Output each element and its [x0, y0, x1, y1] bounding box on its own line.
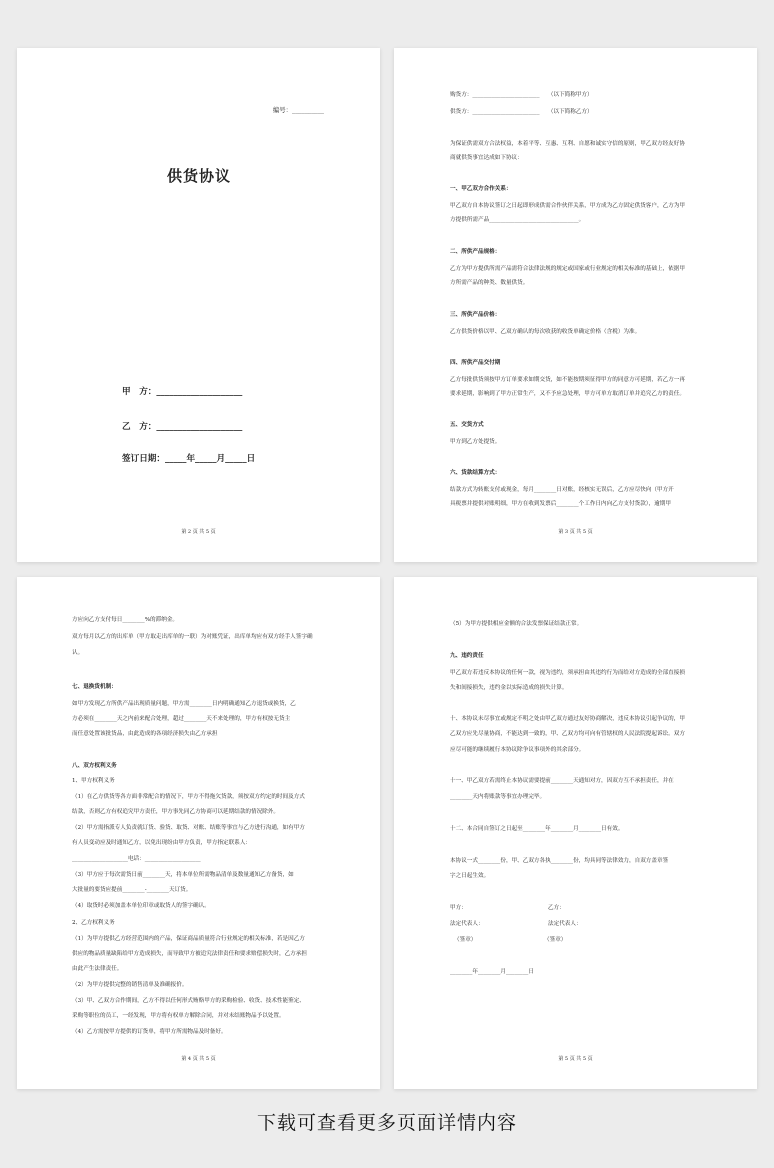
clause-line: 甲乙双方自本协议签订之日起即形成供需合作伙伴关系，甲方成为乙方固定供货客户，乙方为甲 [450, 203, 685, 209]
clause-line: 乙方供货价格以甲、乙双方确认的每次收获的收货单确定价格（含税）为准。 [450, 329, 641, 335]
clause-line: 甲乙双方若违反本协议的任何一款，视为违约，须承担由其违约行为而给对方造成的全部直接损 [450, 670, 685, 676]
clause-line: 方所需产品的种类、数量供货。 [450, 280, 529, 286]
clause-line: 要求延期，影响到了甲方正常生产，又不予应急处理，甲方可单方取消订单并追究乙方的责任。 [450, 391, 685, 397]
section-heading: 八、双方权利义务 [72, 763, 117, 769]
clause-line: 有人员变动应及时通知乙方，以免出现纷由甲方负责，甲方指定联系人： [72, 840, 252, 846]
contract-number: 编号：__________ [272, 106, 324, 114]
legal-rep-a: 法定代表人： [450, 921, 484, 927]
clause-line: 由此产生法律责任。 [72, 966, 123, 972]
clause-line: 而任意处置该批货品，由此造成的各项经济损失由乙方承担 [72, 731, 218, 737]
clause-line: 十一、甲乙双方若需终止本协议需要提前________天通知对方，因双方互不承担责任，并在 [450, 778, 674, 784]
seal-a: （签章） [454, 937, 477, 943]
party-a-line: 甲 方：____________________ [122, 387, 243, 397]
clause-line: 具税票并提供对账明细，甲方在收到发票后________个工作日内向乙方支付货款），逾期甲 [450, 501, 671, 507]
preamble-line: 为保证供需双方合法权益，本着平等、互惠、互利、自愿和诚实守信的原则，甲乙双方经友好协 [450, 141, 685, 147]
clause-line: （3）甲方应于每次需货日前________天，将本单位所需物品清单及数量通知乙方备货，如 [72, 872, 294, 878]
page-footer: 第 3 页 共 5 页 [558, 529, 593, 535]
subsection-heading: 1、甲方权利义务 [72, 778, 115, 784]
clause-line: 方必须在________天之内前来配合处理，超过________天不来处理的，甲方有权按无货主 [72, 716, 291, 722]
clause-line: 乙方为甲方提供所需产品需符合法律法规的规定或国家或行业规定的相关标准的基础上，依据甲 [450, 266, 685, 272]
clause-line: （2）为甲方提供完整的销售清单及准确报价。 [72, 982, 188, 988]
clause-line: ________天内将账款等事宜办理完毕。 [450, 794, 546, 800]
party-b-line: 乙 方：____________________ [122, 422, 243, 432]
clause-line: 乙方每批供货须按甲方订单要求如期交货，如不能按期须征得甲方的同意方可延期，若乙方一再 [450, 377, 685, 383]
clause-line: （3）甲、乙双方合作期间，乙方不得以任何形式贿赂甲方的采购检验、收货、技术性能鉴定、 [72, 998, 305, 1004]
clause-line: 方应向乙方支付每日________%的滞纳金。 [72, 617, 179, 623]
preamble-line: 商就供货事宜达成如下协议： [450, 155, 523, 161]
party-b-sign-label: 乙方： [548, 905, 565, 911]
clause-line: 方提供所需产品________________________________。 [450, 217, 585, 223]
section-heading: 二、所供产品规格： [450, 249, 501, 255]
clause-line: 乙双方应先尽量协商，不能达到一致的，甲、乙双方均可向有管辖权的人民法院提起诉讼。双方 [450, 731, 685, 737]
clause-line: 大批量的要货应提前________-________天订货。 [72, 887, 192, 893]
party-a-sign-label: 甲方： [450, 905, 467, 911]
section-heading: 九、违约责任 [450, 653, 484, 659]
section-heading: 一、甲乙双方合作关系： [450, 186, 512, 192]
clause-line: （5）为甲方提供相应金额的合法发票保证结款正常。 [450, 621, 583, 627]
subsection-heading: 2、乙方权利义务 [72, 920, 115, 926]
section-heading: 七、退换货机制： [72, 684, 117, 690]
page-footer: 第 5 页 共 5 页 [558, 1056, 593, 1062]
supplier-line: 供货方：________________________ （以下简称乙方） [450, 109, 593, 115]
clause-line: （4）取货时必须加盖本单位印章或取货人的签字确认。 [72, 903, 210, 909]
document-page-5 [394, 577, 757, 1089]
clause-line: 失和间接损失，违约金以实际造成的损失计算。 [450, 685, 568, 691]
contact-line: ____________________电话：____________________ [72, 856, 201, 862]
clause-line: （1）在乙方供货等各方面非常配合的情况下，甲方不得拖欠货款，须按双方约定的时间及方式 [72, 794, 305, 800]
sign-date-line: ________年________月________日 [450, 969, 534, 975]
seal-b: （签章） [544, 937, 567, 943]
page-footer: 第 4 页 共 5 页 [181, 1056, 216, 1062]
section-heading: 六、货款结算方式： [450, 470, 501, 476]
clause-line: 本协议一式________份，甲、乙双方各执________份，均具同等法律效力，自双方盖章签 [450, 858, 669, 864]
legal-rep-b: 法定代表人： [548, 921, 582, 927]
document-title: 供货协议 [167, 167, 232, 185]
clause-line: 供应的物品质量缺陷给甲方造成损失，而导致甲方被追究法律责任和要求赔偿损失时，乙方承担 [72, 951, 307, 957]
clause-line: 甲方到乙方处提货。 [450, 439, 501, 445]
clause-line: 双方每月以乙方的出库单（甲方取走出库单的一联）为对账凭证，出库单均应有双方经手人签字确 [72, 634, 313, 640]
buyer-line: 购货方：________________________ （以下简称甲方） [450, 92, 593, 98]
download-caption: 下载可查看更多页面详情内容 [256, 1112, 517, 1134]
clause-line: 字之日起生效。 [450, 873, 490, 879]
clause-line: 采购等职位的员工，一经发现，甲方将有权单方解除合同，并对未结账物品予以处置。 [72, 1013, 285, 1019]
document-page-3 [394, 48, 757, 562]
clause-line: 十、本协议未尽事宜或规定不明之处由甲乙双方通过友好协商解决，违反本协议引起争议的，甲 [450, 716, 685, 722]
clause-line: 应尽可能的继续履行本协议除争议事项外的其余部分。 [450, 747, 585, 753]
section-heading: 五、交货方式 [450, 422, 484, 428]
page-footer: 第 2 页 共 5 页 [181, 529, 216, 535]
clause-line: （2）甲方需指派专人负责就订货、验货、取货、对账、结账等事宜与乙方进行沟通，如有甲方 [72, 825, 305, 831]
clause-line: （4）乙方需按甲方提供的订货单，将甲方所需物品及时备好。 [72, 1029, 227, 1035]
sign-date-line: 签订日期：_____年_____月_____日 [122, 454, 256, 464]
clause-line: 认。 [72, 650, 84, 656]
document-page-4 [17, 577, 380, 1089]
clause-line: 十二、本合同自签订之日起至________年________月________日有效。 [450, 826, 624, 832]
document-page-2 [17, 48, 380, 562]
clause-line: 结款方式为转账支付或现金，每月________日对账，经核实无误后，乙方应尽快向（甲方开 [450, 487, 674, 493]
clause-line: （1）为甲方提供乙方经营范围内的产品，保证商品质量符合行业规定的相关标准，若是因乙方 [72, 936, 305, 942]
clause-line: 结款，否则乙方有权追究甲方责任，甲方事先同乙方协商可以延期结款的情况除外。 [72, 809, 279, 815]
clause-line: 如甲方发现乙方所供产品出现质量问题，甲方需________日内明确通知乙方退货或换货，乙 [72, 701, 296, 707]
section-heading: 四、所供产品交付期 [450, 360, 501, 366]
section-heading: 三、所供产品价格： [450, 312, 501, 318]
